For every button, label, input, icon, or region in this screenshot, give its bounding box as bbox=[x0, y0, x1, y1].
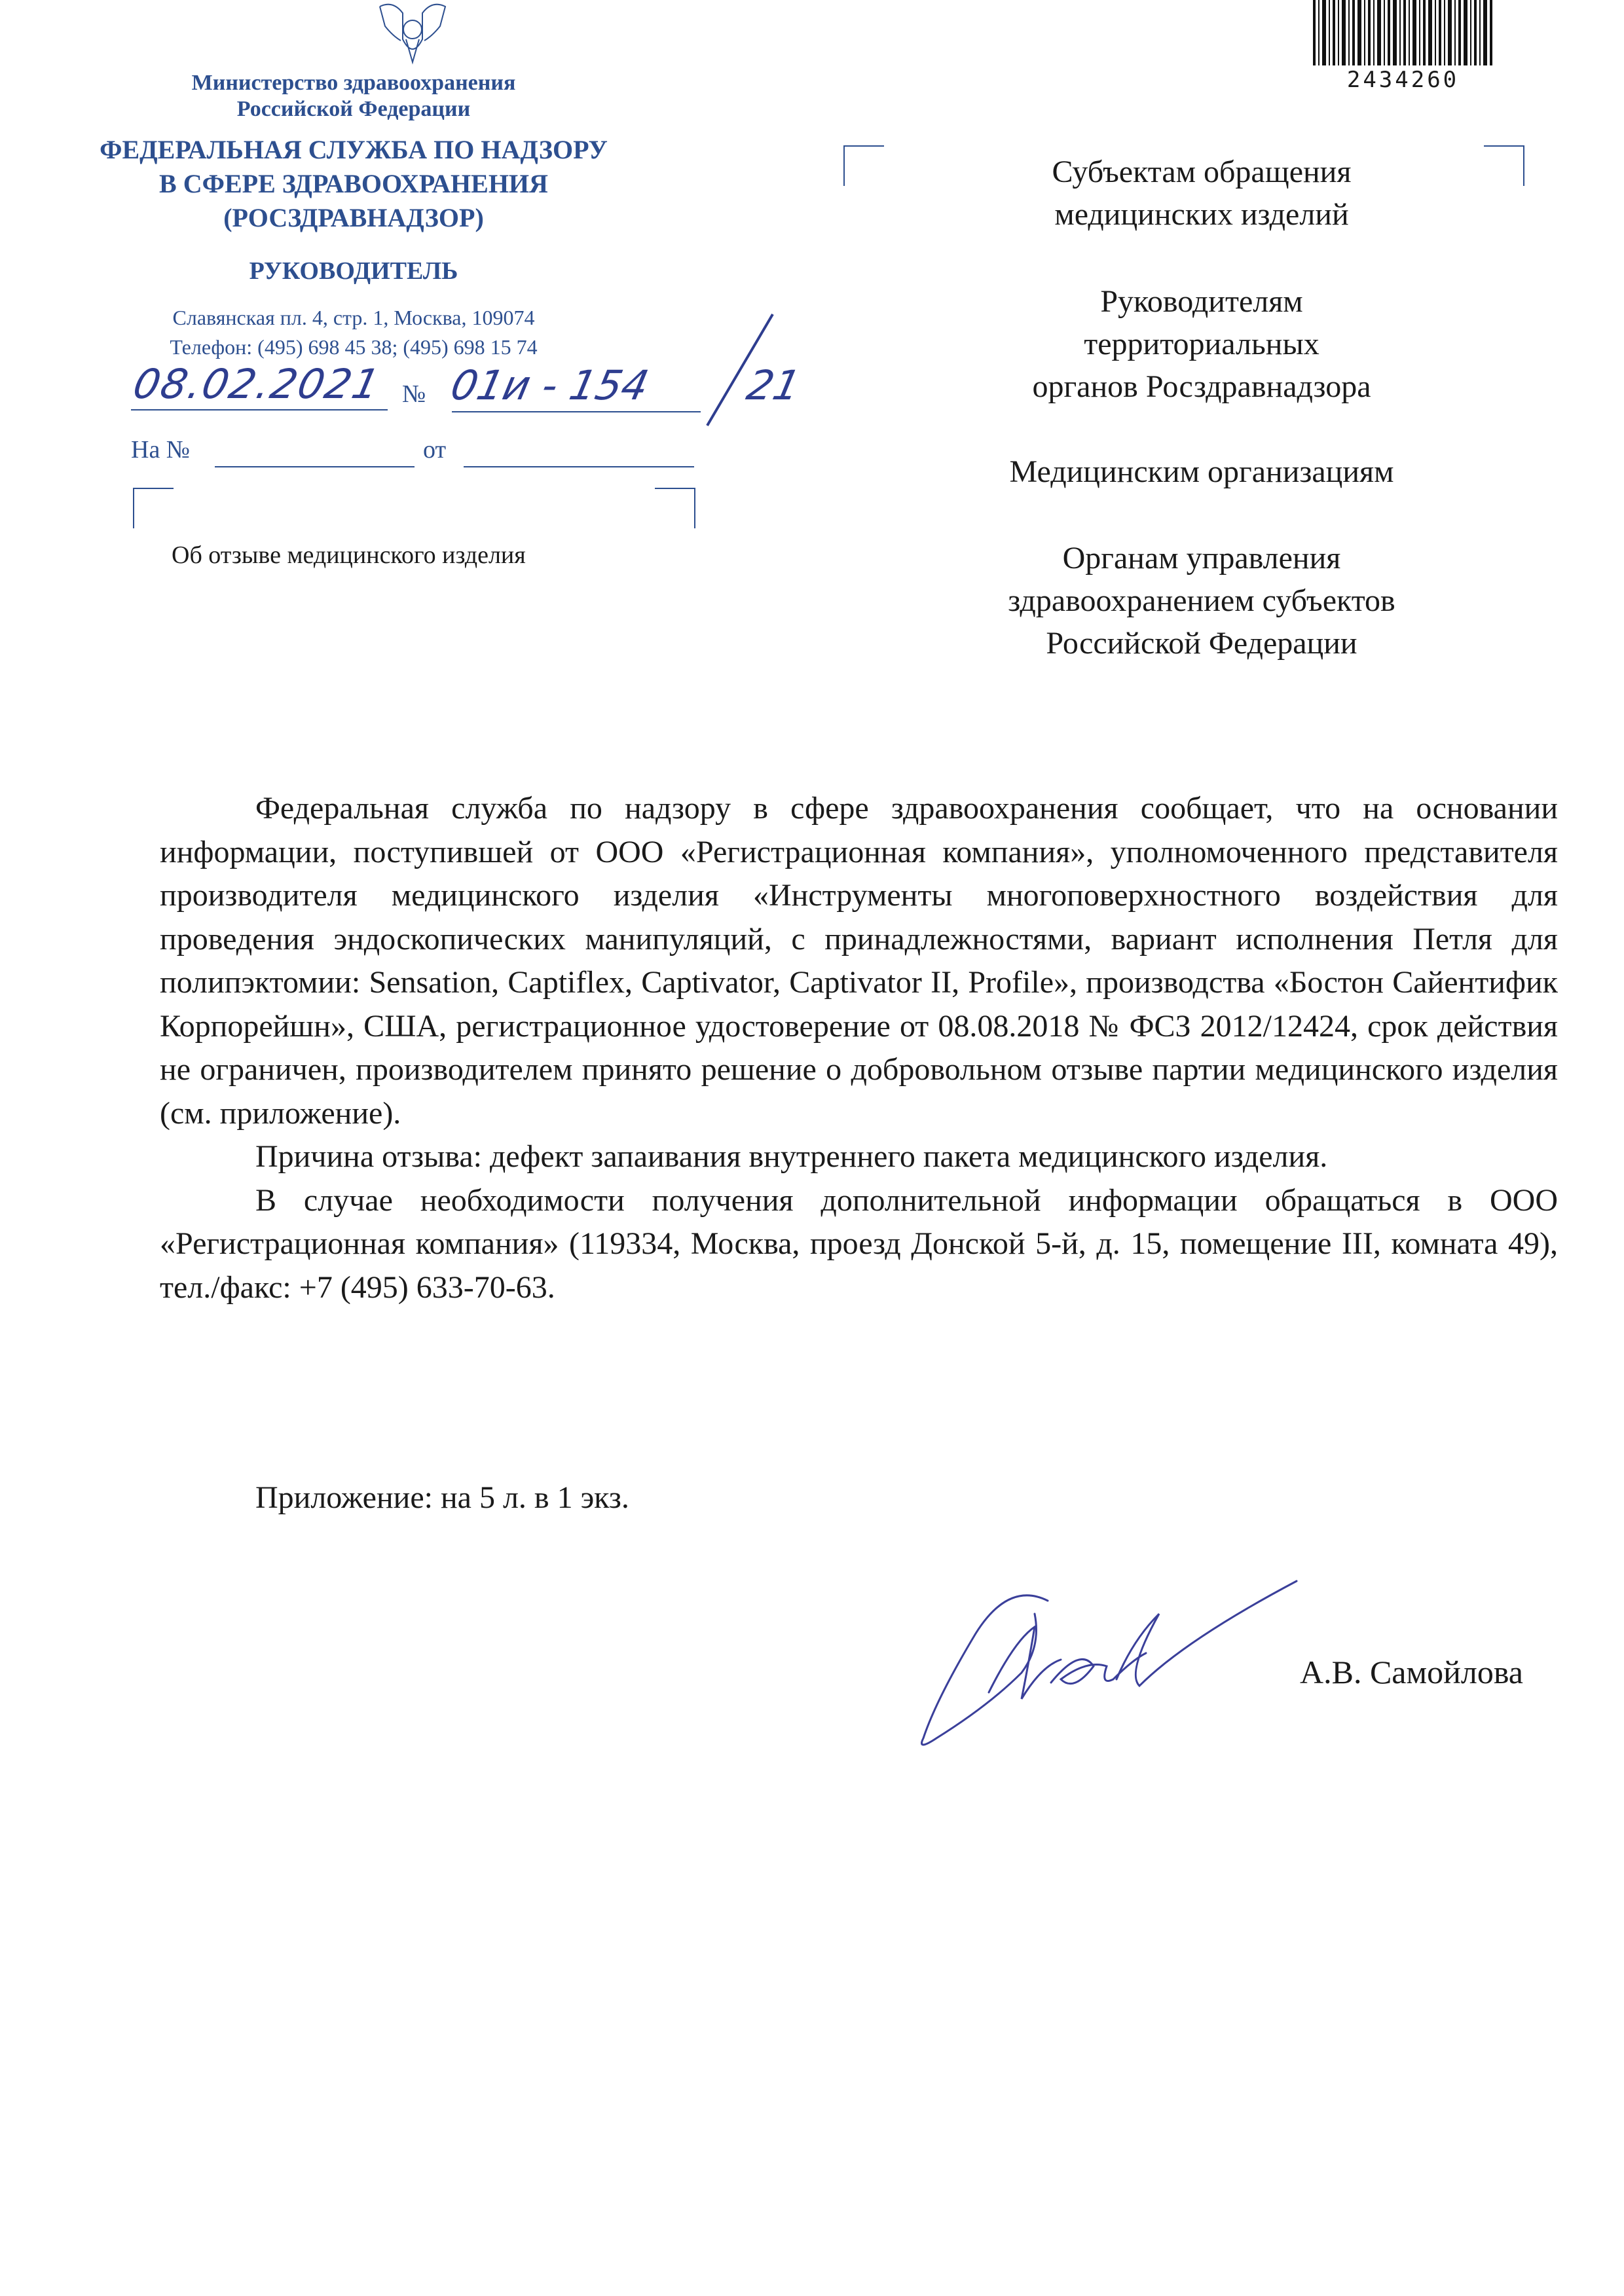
reply-number-label: На № bbox=[131, 436, 191, 464]
subject-corner-right bbox=[655, 488, 695, 528]
service-name-line-3: (РОСЗДРАВНАДЗОР) bbox=[223, 203, 484, 232]
addressee-line: Субъектам обращения bbox=[1052, 155, 1352, 189]
service-name-line-1: ФЕДЕРАЛЬНАЯ СЛУЖБА ПО НАДЗОРУ bbox=[100, 135, 608, 164]
letter-subject: Об отзыве медицинского изделия bbox=[172, 541, 526, 569]
addressee-line: Медицинским организациям bbox=[1009, 454, 1394, 489]
reply-from-label: от bbox=[423, 436, 447, 464]
addressee-line: органов Росздравнадзора bbox=[1032, 369, 1371, 404]
addressee-3 bbox=[917, 450, 1486, 493]
addressee-corner-left bbox=[843, 145, 884, 186]
addressee-1 bbox=[917, 151, 1486, 236]
registration-year: 21 bbox=[743, 361, 805, 409]
letter-body bbox=[160, 787, 1558, 1309]
subject-corner-left bbox=[133, 488, 174, 528]
addressee-corner-right bbox=[1484, 145, 1524, 186]
number-label: № bbox=[402, 380, 426, 408]
addressee-line: Органам управления bbox=[1062, 541, 1341, 575]
coat-of-arms-icon bbox=[367, 0, 458, 65]
address: Славянская пл. 4, стр. 1, Москва, 109074 bbox=[172, 306, 535, 329]
signature-icon bbox=[910, 1542, 1303, 1758]
addressee-line: Руководителям bbox=[1100, 284, 1303, 319]
addressee-line: здравоохранением субъектов bbox=[1008, 583, 1395, 618]
date-underline bbox=[131, 409, 388, 410]
ministry-name-line-1: Министерство здравоохранения bbox=[191, 71, 516, 95]
service-name-line-2: В СФЕРЕ ЗДРАВООХРАНЕНИЯ bbox=[159, 169, 548, 198]
addressee-4 bbox=[917, 537, 1486, 665]
registration-date: 08.02.2021 bbox=[129, 360, 385, 408]
ministry-name-line-2: Российской Федерации bbox=[236, 97, 471, 121]
attachment-note: Приложение: на 5 л. в 1 экз. bbox=[255, 1480, 629, 1515]
addressee-2 bbox=[917, 280, 1486, 408]
addressee-line: Российской Федерации bbox=[1046, 626, 1357, 661]
phone: Телефон: (495) 698 45 38; (495) 698 15 74 bbox=[170, 335, 538, 359]
reply-date-field bbox=[464, 466, 694, 467]
signatory-name: А.В. Самойлова bbox=[1300, 1654, 1523, 1690]
body-paragraph-2: Причина отзыва: дефект запаивания внутреннего пакета медицинского изделия. bbox=[255, 1139, 1328, 1174]
number-underline bbox=[452, 411, 701, 412]
registration-number: 01и - 154 bbox=[447, 361, 654, 409]
body-paragraph-1: Федеральная служба по надзору в сфере здравоохранения сообщает, что на основании информации, поступившей от ООО «Регистрационная компания», уполномоченного представителя производителя медицинского изделия «Инструменты многоповерхностного воздействия для проведения эндоскопических манипуляций, с принадлежностями, вариант исполнения Петля для полипэктомии: Sensation, Captiflex, Captivator, Captivator II, Profile», производства «Бостон Сайентифик Корпорейшн», США, регистрационное удостоверение от 08.08.2018 № ФСЗ 2012/12424, срок действия не ограничен, производителем принято решение о добровольном отзыве партии медицинского изделия (см. приложение). bbox=[160, 791, 1558, 1131]
reply-number-field bbox=[215, 466, 415, 467]
body-paragraph-3: В случае необходимости получения дополнительной информации обращаться в ООО «Регистрационная компания» (119334, Москва, проезд Донской 5-й, д. 15, помещение III, комната 49), тел./факс: +7 (495) 633-70-63. bbox=[160, 1182, 1558, 1305]
addressee-line: территориальных bbox=[1084, 327, 1320, 361]
addressee-line: медицинских изделий bbox=[1054, 197, 1349, 232]
barcode-icon bbox=[1313, 0, 1493, 65]
head-role: РУКОВОДИТЕЛЬ bbox=[249, 257, 458, 285]
barcode-number: 2434260 bbox=[1346, 67, 1460, 93]
